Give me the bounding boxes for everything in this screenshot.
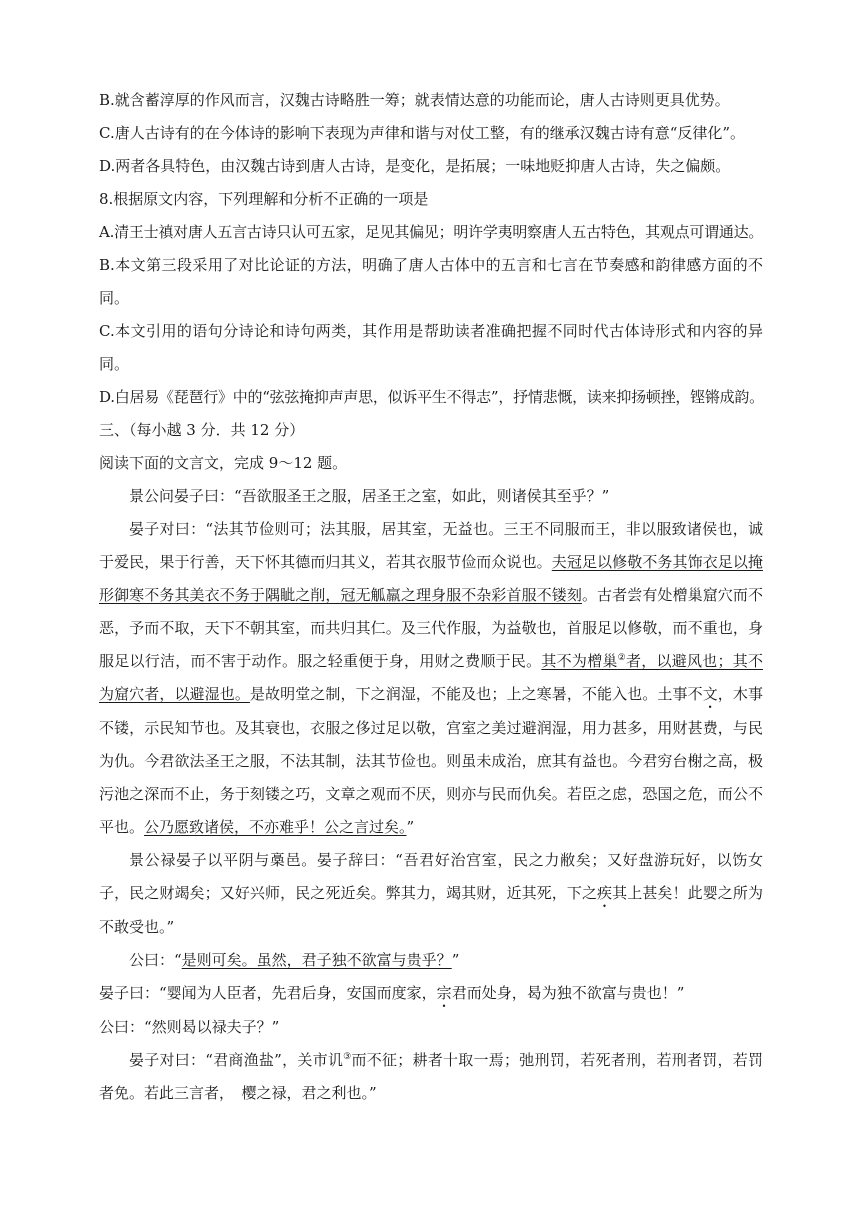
option-7b: B.就含蓄淳厚的作风而言，汉魏古诗略胜一筹；就表情达意的功能而论，唐人古诗则更具优势。 xyxy=(99,91,730,109)
footnote-marker-3: ③ xyxy=(343,1052,352,1062)
option-8b: B.本文第三段采用了对比论证的方法，明确了唐人古体中的五言和七言在节奏感和韵律感方面的不同。 xyxy=(99,256,763,307)
passage-paragraph-5 xyxy=(99,977,763,1011)
passage-paragraph-7 xyxy=(99,1044,763,1110)
option-7d: D.两者各具特色，由汉魏古诗到唐人古诗，是变化，是拓展；一味地贬抑唐人古诗，失之偏颇。 xyxy=(99,157,731,175)
option-7c: C.唐人古诗有的在今体诗的影响下表现为声律和谐与对仗工整，有的继承汉魏古诗有意“反律化”。 xyxy=(99,124,746,142)
passage-text: ，木事不镂，示民知节也。及其衰也，衣服之侈过足以敬，宫室之美过避润湿，用力甚多，用财甚费，与民为仇。今君欲法圣王之服，不法其制，法其节俭也。则虽未成治，庶其有益也。今君穷台榭之高，极污池之深而不止，务于刻镂之巧，文章之观而不厌，则亦与民而仇矣。若臣之虑，恐国之危，而公不平也。 xyxy=(99,685,763,836)
section-3-title: 三、（每小越 3 分．共 12 分） xyxy=(99,421,305,439)
passage-paragraph-2 xyxy=(99,513,763,844)
footnote-marker-2: ② xyxy=(617,653,626,663)
passage-text: 景公问晏子曰：“吾欲服圣王之服，居圣王之室，如此，则诸侯其至乎？” xyxy=(129,487,610,505)
passage-text: 是故明堂之制，下之润湿，不能及也；上之寒暑，不能入也。土事不 xyxy=(249,685,703,703)
dotted-character: 文 xyxy=(702,685,718,703)
passage-text: 景公禄晏子以平阴与槀邑。晏子辞曰：“吾君好治宫室，民之力敝矣；又好盘游玩好，以饬女子，民之财竭矣；又好兴师，民之死近矣。弊其力，竭其财，近其死，下之 xyxy=(99,851,763,902)
section-3-instruction: 阅读下面的文言文，完成 9～12 题。 xyxy=(99,454,348,472)
option-8d: D.白居易《琵琶行》中的“弦弦掩抑声声思，似诉平生不得志”，抒情悲慨，读来抑扬顿挫，铿锵成韵。 xyxy=(99,388,764,406)
underlined-text: 者，以避风也；其不为窟穴者，以避湿也。 xyxy=(99,652,763,703)
passage-paragraph-1 xyxy=(99,480,763,513)
question-8-stem: 8.根据原文内容，下列理解和分析不正确的一项是 xyxy=(99,190,429,208)
underlined-text: 其不为橧巢 xyxy=(541,652,618,670)
option-8c: C.本文引用的语句分诗论和诗句两类，其作用是帮助读者准确把握不同时代古体诗形式和内容的异同。 xyxy=(99,322,763,373)
passage-text: 晏子曰：“婴闻为人臣者，先君后身，安国而度家， xyxy=(99,984,437,1002)
underlined-sentence-4: 是则可矣。虽然，君子独不欲富与贵乎？ xyxy=(181,951,452,969)
option-8a: A.清王士禛对唐人五言古诗只认可五家，足见其偏见；明许学夷明察唐人五古特色，其观点可谓通达。 xyxy=(99,223,764,241)
passage-text: 晏子对曰：“君商渔盐”，关市讥 xyxy=(129,1051,344,1069)
passage-text: 。古者尝有处橧巢窟穴而不恶，予而不取，天下不朝其室，而共归其仁。及三代作服，为益敬也，首服足以修敬，而不重也，身服足以行洁，而不害于动作。服之轻重便于身，用财之费顺于民。 xyxy=(99,586,763,670)
passage-text: ” xyxy=(406,818,415,836)
underlined-sentence-1: 夫冠足以修敬不务其饰衣足以掩形御寒不务其美衣不务于隅眦之削，冠无觚羸之理身服不杂彩首服不镂刻 xyxy=(99,553,763,604)
passage-text: 而不征；耕者十取一焉；弛刑罚，若死者刑，若刑者罚，若罚者免。若此三言者， 樱之禄，君之利也。” xyxy=(99,1051,763,1102)
passage-text: 公曰：“ xyxy=(129,951,182,969)
dotted-character: 宗 xyxy=(436,984,452,1002)
passage-paragraph-4 xyxy=(99,944,763,977)
dotted-character: 疾 xyxy=(597,884,613,902)
passage-text: 其上甚矣！此婴之所为不敢受也。” xyxy=(99,884,763,936)
exam-page xyxy=(99,84,763,1110)
passage-text: 公曰：“然则曷以禄夫子？” xyxy=(99,1018,280,1036)
underlined-sentence-3: 公乃愿致诸侯，不亦难乎！公之言过矣。 xyxy=(144,818,407,836)
passage-text: 君而处身，曷为独不欲富与贵也！” xyxy=(451,984,685,1002)
passage-paragraph-3 xyxy=(99,844,763,944)
passage-text: ” xyxy=(451,951,460,969)
passage-text: 晏子对曰：“法其节俭则可；法其服，居其室，无益也。三王不同服而王，非以服致诸侯也，诚于爱民，果于行善，天下怀其德而归其义，若其衣服节俭而众说也。 xyxy=(99,520,763,571)
passage-paragraph-6 xyxy=(99,1011,763,1044)
